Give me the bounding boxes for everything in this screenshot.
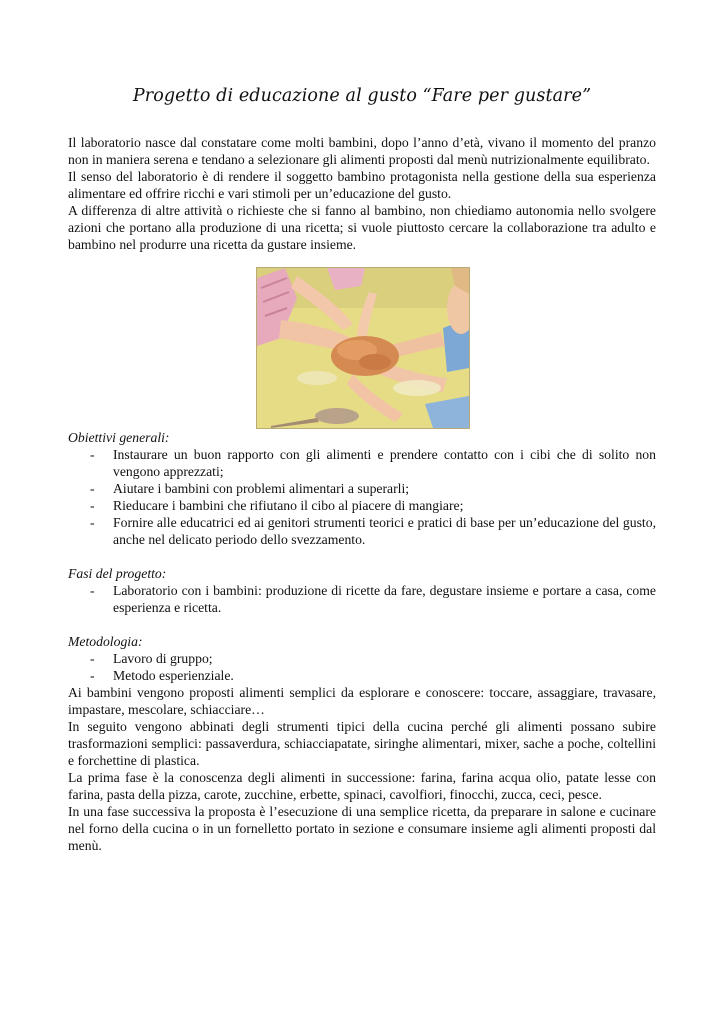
list-item: - Laboratorio con i bambini: produzione di ricette da fare, degustare insieme e portare a casa, come esperienza e ricetta. xyxy=(90,583,656,615)
methodology-paragraph: In seguito vengono abbinati degli strumenti tipici della cucina perché gli alimenti possano subire trasformazioni semplici: passaverdura, schiacciapatate, siringhe alimentari, mixer, sache a poche, coltellini e forchettine di plastica. xyxy=(68,719,656,768)
intro-paragraph: Il senso del laboratorio è di rendere il soggetto bambino protagonista nella gestione della sua esperienza alimentare ed offrire ricchi e vari stimoli per un’educazione del gusto. xyxy=(68,169,656,201)
dash-bullet: - xyxy=(90,668,95,683)
list-item: - Aiutare i bambini con problemi alimentari a superarli; xyxy=(90,481,410,496)
dash-bullet: - xyxy=(90,481,95,496)
document-title: Progetto di educazione al gusto “Fare per gustare” xyxy=(132,86,592,106)
phases-list xyxy=(68,582,656,616)
dash-bullet: - xyxy=(90,447,95,462)
objectives-section xyxy=(68,429,656,548)
phases-heading: Fasi del progetto: xyxy=(68,566,167,581)
list-item: - Rieducare i bambini che rifiutano il cibo al piacere di mangiare; xyxy=(90,498,464,513)
intro-paragraph: Il laboratorio nasce dal constatare come molti bambini, dopo l’anno d’età, vivano il momento del pranzo non in maniera serena e tendano a selezionare gli alimenti proposti dal menù nutrizionalmente equilibrato. xyxy=(68,135,656,167)
objectives-heading: Obiettivi generali: xyxy=(68,430,170,445)
methodology-section xyxy=(68,633,656,854)
methodology-heading: Metodologia: xyxy=(68,634,143,649)
list-item: - Lavoro di gruppo; xyxy=(90,651,213,666)
intro-paragraph: A differenza di altre attività o richieste che si fanno al bambino, non chiediamo autonomia nello svolgere azioni che portano alla produzione di una ricetta; si vuole piuttosto cercare la collaborazione tra adulto e bambino nel produrre una ricetta da gustare insieme. xyxy=(68,203,656,252)
document-body xyxy=(68,134,656,854)
dash-bullet: - xyxy=(90,651,95,666)
dash-bullet: - xyxy=(90,583,95,598)
methodology-paragraph: La prima fase è la conoscenza degli alimenti in successione: farina, farina acqua olio, patate lesse con farina, pasta della pizza, carote, zucchine, erbette, spinaci, cavolfiori, finocchi, zucca, ceci, pesce. xyxy=(68,770,656,802)
children-kneading-dough-photo xyxy=(256,267,470,429)
methodology-paragraph: In una fase successiva la proposta è l’esecuzione di una semplice ricetta, da preparare in salone e cucinare nel forno della cucina o in un fornelletto portato in sezione e consumare insieme agli alimenti proposti dal menù. xyxy=(68,804,656,853)
methodology-list xyxy=(68,650,656,684)
list-item: - Fornire alle educatrici ed ai genitori strumenti teorici e pratici di base per un’educazione del gusto, anche nel delicato periodo dello svezzamento. xyxy=(90,515,656,547)
dash-bullet: - xyxy=(90,498,95,513)
methodology-paragraph: Ai bambini vengono proposti alimenti semplici da esplorare e conoscere: toccare, assaggiare, travasare, impastare, mescolare, schiacciare… xyxy=(68,685,656,717)
objectives-list xyxy=(68,446,656,548)
dash-bullet: - xyxy=(90,515,95,530)
list-item: - Instaurare un buon rapporto con gli alimenti e prendere contatto con i cibi che di solito non vengono apprezzati; xyxy=(90,447,656,479)
list-item: - Metodo esperienziale. xyxy=(90,668,234,683)
phases-section xyxy=(68,565,656,616)
